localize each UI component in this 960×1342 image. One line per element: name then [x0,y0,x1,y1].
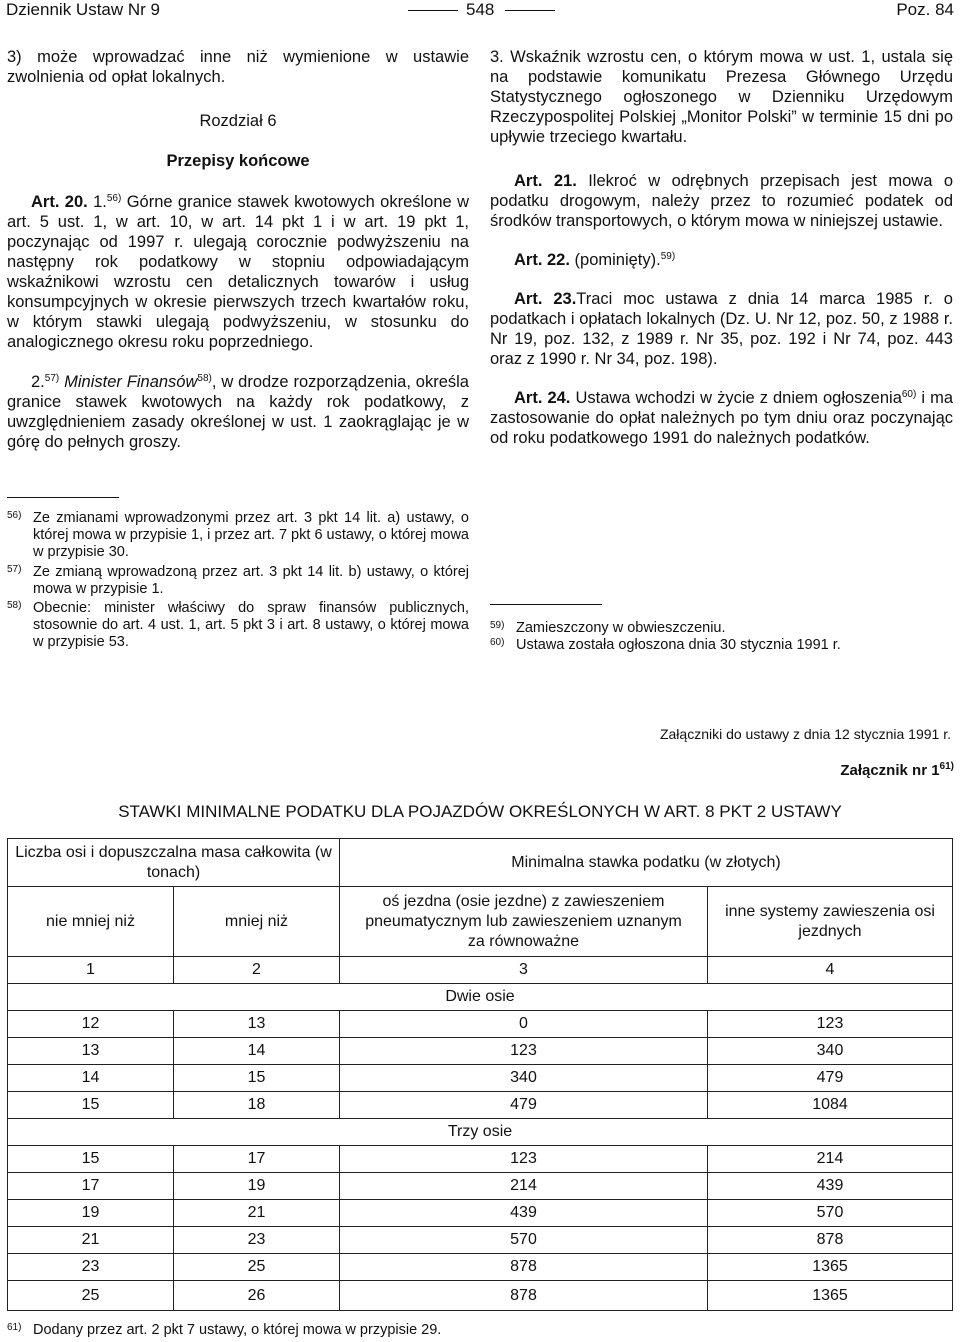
footnote-rule-left [7,497,119,498]
cell: 340 [340,1065,708,1092]
cell: 214 [708,1146,953,1173]
left-column [7,47,469,452]
item-3-left: 3) może wprowadzać inne niż wymienione w ustawie zwolnienia od opłat lokalnych. [7,48,469,86]
col-number: 1 [8,957,174,984]
cell: 25 [174,1254,340,1281]
cell: 15 [8,1092,174,1119]
cell: 17 [174,1146,340,1173]
table-row [8,1227,953,1254]
article-20-sup: 56) [106,193,122,204]
col-number: 4 [708,957,953,984]
table-row [8,1254,953,1281]
article-20-label: Art. 20. [31,193,88,211]
table-title: STAWKI MINIMALNE PODATKU DLA POJAZDÓW OKREŚLONYCH W ART. 8 PKT 2 USTAWY [118,802,842,821]
chapter-title: Przepisy końcowe [166,152,310,170]
rates-table [7,838,953,1311]
annex-label [840,762,954,779]
cell: 15 [174,1065,340,1092]
footnote-mark: 59) [490,620,505,631]
article-20-num: 1. [93,193,107,211]
table-row [8,1038,953,1065]
footnote-56 [7,510,469,561]
cell: 23 [174,1227,340,1254]
cell: 123 [340,1146,708,1173]
article-22-label: Art. 22. [514,251,570,269]
cell: 878 [708,1227,953,1254]
cell: 1084 [708,1092,953,1119]
footnote-text: Obecnie: minister właściwy do spraw finansów publicznych, stosownie do art. 4 ust. 1, art. 5 pkt 3 i art. 8 ustawy, o której mowa w przypisie 53. [33,600,469,650]
cell: 23 [8,1254,174,1281]
article-24 [490,388,953,448]
par-2-num: 2. [31,373,45,391]
cell: 1365 [708,1281,953,1311]
cell: 479 [708,1065,953,1092]
article-22-text: (pominięty). [574,251,661,269]
footnote-text: Dodany przez art. 2 pkt 7 ustawy, o której mowa w przypisie 29. [33,1322,442,1338]
section-label: Trzy osie [8,1119,953,1146]
page-number: 548 [466,0,495,19]
article-23 [490,289,953,369]
section-two-axles [8,984,953,1011]
table-row [8,1011,953,1038]
cell: 21 [174,1200,340,1227]
cell: 26 [174,1281,340,1311]
footnote-rule-right [490,604,602,605]
position-number: Poz. 84 [896,0,954,19]
chapter-heading: Rozdział 6 [199,112,277,130]
journal-title: Dziennik Ustaw Nr 9 [6,0,160,19]
head-axles: Liczba osi i dopuszczalna masa całkowita (w tonach) [8,839,340,887]
cell: 214 [340,1173,708,1200]
article-20 [7,192,469,352]
section-three-axles [8,1119,953,1146]
cell: 123 [708,1011,953,1038]
footnote-mark: 60) [490,637,505,648]
cell: 123 [340,1038,708,1065]
item-3-right: 3. Wskaźnik wzrostu cen, o którym mowa w ust. 1, ustala się na podstawie komunikatu Prezesa Głównego Urzędu Statystycznego ogłoszonego w Dzienniku Urzędowym Rzeczypospolitej Polskiej „Monitor Polski” w terminie 15 dni po upływie trzeciego kwartału. [490,48,953,146]
cell: 570 [708,1200,953,1227]
article-24-sup: 60) [901,389,917,400]
article-24-text-a: Ustawa wchodzi w życie z dniem ogłoszenia [575,389,902,407]
cell: 13 [8,1038,174,1065]
footnote-mark: 58) [7,600,22,611]
table-row [8,1092,953,1119]
cell: 340 [708,1038,953,1065]
head-rate: Minimalna stawka podatku (w złotych) [340,839,953,887]
article-21 [490,171,953,231]
footnote-mark: 56) [7,510,22,521]
article-21-text: Ilekroć w odrębnych przepisach jest mowa o podatku drogowym, należy przez to rozumieć podatek od środków transportowych, o którym mowa w niniejszej ustawie. [490,172,954,230]
par-2-sup-1: 57) [44,373,60,384]
cell: 15 [8,1146,174,1173]
footnote-text: Zamieszczony w obwieszczeniu. [516,620,726,636]
cell: 14 [8,1065,174,1092]
table-row [8,1281,953,1311]
footnote-60 [490,637,953,654]
cell: 878 [340,1254,708,1281]
cell: 479 [340,1092,708,1119]
cell: 19 [174,1173,340,1200]
footnote-58 [7,600,469,651]
header-rule-left [408,10,458,11]
annex-label-sup: 61) [939,761,954,772]
annex-label-text: Załącznik nr 1 [840,762,940,779]
article-22 [490,250,953,270]
cell: 25 [8,1281,174,1311]
head-pneumatic: oś jezdna (osie jezdne) z zawieszeniem pneumatycznym lub zawieszeniem uznanym za równoważne [340,887,708,957]
article-22-sup: 59) [660,251,676,262]
head-less: mniej niż [174,887,340,957]
cell: 14 [174,1038,340,1065]
article-23-label: Art. 23. [514,290,577,308]
minister-finansow: Minister Finansów [64,373,198,391]
col-number: 3 [340,957,708,984]
article-21-label: Art. 21. [514,172,577,190]
head-other: inne systemy zawieszenia osi jezdnych [708,887,953,957]
article-24-label: Art. 24. [514,389,571,407]
cell: 19 [8,1200,174,1227]
table-row [8,1200,953,1227]
cell: 0 [340,1011,708,1038]
cell: 12 [8,1011,174,1038]
header-row-1 [8,839,953,887]
footnote-text: Ze zmianą wprowadzoną przez art. 3 pkt 14 lit. b) ustawy, o której mowa w przypisie 1. [33,564,469,597]
cell: 439 [340,1200,708,1227]
annex-note: Załączniki do ustawy z dnia 12 stycznia 1991 r. [659,726,951,742]
article-20-text: Górne granice stawek kwotowych określone w art. 5 ust. 1, w art. 10, w art. 14 pkt 1 i w art. 19 pkt 1, poczynając od 1997 r. ulegają corocznie podwyższeniu na następny rok podatkowy w stopniu odpowiadającym wskaźnikowi wzrostu cen detalicznych towarów i usług konsumpcyjnych w okresie pierwszych trzech kwartałów roku, w którym stawki ulegają podwyższeniu, w stosunku do analogicznego okresu roku poprzedniego. [7,193,469,351]
table-row [8,1146,953,1173]
footnote-61 [7,1322,607,1339]
col-number: 2 [174,957,340,984]
cell: 570 [340,1227,708,1254]
cell: 21 [8,1227,174,1254]
footnote-text: Ustawa została ogłoszona dnia 30 stycznia 1991 r. [516,637,841,653]
cell: 878 [340,1281,708,1311]
footnote-57 [7,564,469,598]
right-column [490,47,953,448]
table-row [8,1173,953,1200]
cell: 13 [174,1011,340,1038]
footnote-mark: 57) [7,564,22,575]
section-label: Dwie osie [8,984,953,1011]
article-23-text: Traci moc ustawa z dnia 14 marca 1985 r. o podatkach i opłatach lokalnych (Dz. U. Nr 12, poz. 50, z 1988 r. Nr 19, poz. 132, z 1989 r. Nr 35, poz. 192 i Nr 74, poz. 443 oraz z 1990 r. Nr 34, poz. 198). [490,290,953,368]
column-number-row [8,957,953,984]
cell: 1365 [708,1254,953,1281]
header-row-2 [8,887,953,957]
footnote-text: Ze zmianami wprowadzonymi przez art. 3 pkt 14 lit. a) ustawy, o której mowa w przypisie 1, i przez art. 7 pkt 6 ustawy, o której mowa w przypisie 30. [33,510,469,560]
footnote-59 [490,620,953,637]
cell: 18 [174,1092,340,1119]
article-20-par-2 [7,372,469,452]
cell: 17 [8,1173,174,1200]
article-24-text-b: i ma zastosowanie do opłat należnych po tym dniu oraz poczynając od roku podatkowego 1991 do należnych podatków. [490,389,953,447]
table-row [8,1065,953,1092]
par-2-sup-2: 58) [197,373,212,384]
par-2-text: , w drodze rozporządzenia, określa granice stawek kwotowych na każdy rok podatkowy, z uwzględnieniem zasady określonej w ust. 1 zaokrąglając je w górę do pełnych groszy. [7,373,469,451]
footnote-mark: 61) [7,1322,22,1333]
head-not-less: nie mniej niż [8,887,174,957]
cell: 439 [708,1173,953,1200]
header-rule-right [505,10,555,11]
